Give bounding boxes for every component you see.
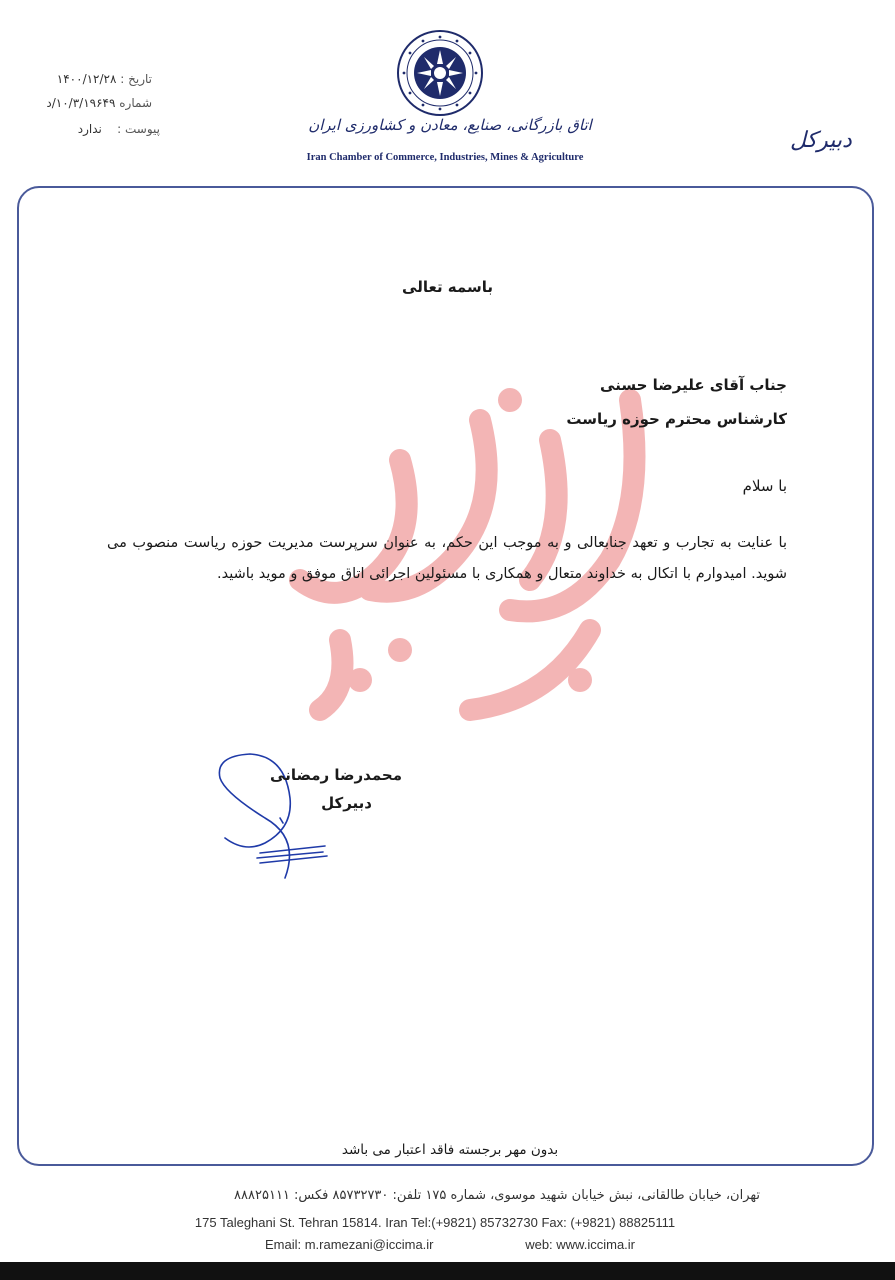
- attachment-label: پیوست :: [117, 122, 160, 136]
- salutation: با سلام: [742, 477, 787, 495]
- org-name-fa: اتاق بازرگانی، صنایع، معادن و کشاورزی ایران: [308, 116, 592, 134]
- date-label: تاریخ :: [120, 72, 152, 86]
- bismillah-heading: باسمه تعالی: [402, 278, 493, 296]
- number-row: [40, 96, 152, 110]
- recipient-name: جناب آقای علیرضا حسنی: [600, 376, 787, 394]
- chamber-logo: [395, 28, 485, 118]
- department-label: دبیرکل: [790, 128, 852, 153]
- letter-body: با عنایت به تجارب و تعهد جنابعالی و به موجب این حکم، به عنوان سرپرست مدیریت حوزه ریاست منصوب می شوید. امیدوارم با اتکال به خداوند متعال و همکاری با مسئولین اجرائی اتاق موفق و موید باشید.: [107, 535, 787, 582]
- footer-address-fa: تهران، خیابان طالقانی، نبش خیابان شهید موسوی، شماره ۱۷۵ تلفن: ۸۵۷۳۲۷۳۰ فکس: ۸۸۸۲۵۱۱۱: [234, 1188, 760, 1203]
- footer-email: Email: m.ramezani@iccima.ir: [265, 1237, 434, 1252]
- letter-frame: [17, 186, 874, 1166]
- number-label: شماره: [119, 96, 152, 110]
- date-row: [40, 72, 152, 86]
- signer-title: دبیرکل: [321, 794, 372, 812]
- footer-address-en: 175 Taleghani St. Tehran 15814. Iran Tel:(+9821) 85732730 Fax: (+9821) 88825111: [194, 1215, 676, 1230]
- signer-name: محمدرضا رمضانی: [270, 766, 402, 784]
- recipient-title: کارشناس محترم حوزه ریاست: [566, 410, 787, 428]
- org-name-en: Iran Chamber of Commerce, Industries, Mines & Agriculture: [306, 152, 584, 163]
- date-value: ۱۴۰۰/۱۲/۲۸: [56, 72, 117, 86]
- attachment-row: [40, 122, 160, 136]
- bottom-edge-bar: [0, 1262, 895, 1280]
- number-value: ۱۰/۳/۱۹۶۴۹/د: [46, 96, 116, 110]
- footer-web: web: www.iccima.ir: [525, 1237, 635, 1252]
- attachment-value: ندارد: [77, 122, 102, 136]
- stamp-note: بدون مهر برجسته فاقد اعتبار می باشد: [341, 1142, 559, 1158]
